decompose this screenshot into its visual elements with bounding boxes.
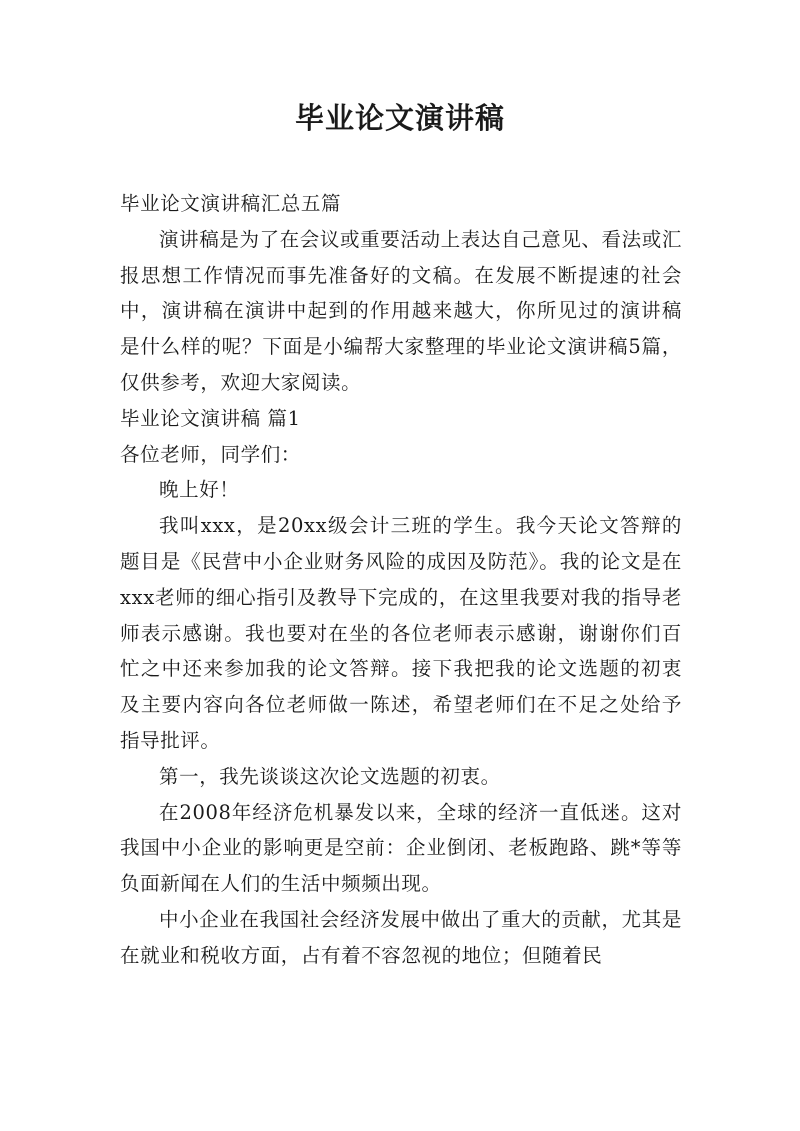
paragraph: 在2008年经济危机暴发以来，全球的经济一直低迷。这对我国中小企业的影响更是空前：企业倒闭、老板跑路、跳*等等负面新闻在人们的生活中频频出现。 bbox=[120, 800, 682, 896]
document-body bbox=[120, 186, 682, 974]
paragraph: 我叫xxx，是20xx级会计三班的学生。我今天论文答辩的题目是《民营中小企业财务风险的成因及防范》。我的论文是在xxx老师的细心指引及教导下完成的，在这里我要对我的指导老师表示感谢。我也要对在坐的各位老师表示感谢，谢谢你们百忙之中还来参加我的论文答辩。接下我把我的论文选题的初衷及主要内容向各位老师做一陈述，希望老师们在不足之处给予指导批评。 bbox=[120, 514, 682, 752]
paragraph: 毕业论文演讲稿汇总五篇 bbox=[120, 192, 342, 215]
paragraph: 各位老师，同学们： bbox=[120, 442, 301, 466]
paragraph: 晚上好！ bbox=[159, 478, 240, 502]
paragraph: 毕业论文演讲稿 篇1 bbox=[120, 406, 301, 430]
paragraph: 第一，我先谈谈这次论文选题的初衷。 bbox=[159, 764, 501, 788]
document-title: 毕业论文演讲稿 bbox=[294, 101, 505, 135]
paragraph: 演讲稿是为了在会议或重要活动上表达自己意见、看法或汇报思想工作情况而事先准备好的文稿。在发展不断提速的社会中，演讲稿在演讲中起到的作用越来越大，你所见过的演讲稿是什么样的呢？下面是小编帮大家整理的毕业论文演讲稿5篇，仅供参考，欢迎大家阅读。 bbox=[120, 227, 682, 394]
paragraph: 中小企业在我国社会经济发展中做出了重大的贡献，尤其是在就业和税收方面，占有着不容忽视的地位；但随着民 bbox=[120, 907, 682, 967]
